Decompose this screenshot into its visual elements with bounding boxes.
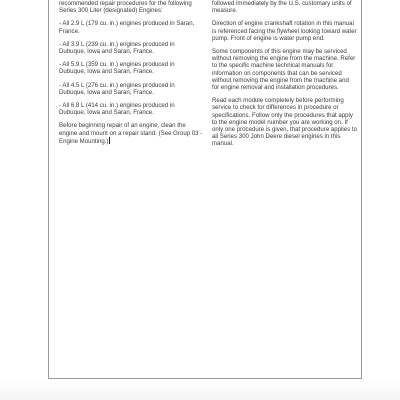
text-line-last	[59, 137, 189, 145]
text-line: information on components that can be serviced	[212, 69, 342, 77]
text-line: recommended repair procedures for the following	[59, 0, 192, 7]
text-line: without removing the engine from the machine and	[212, 76, 349, 84]
text-line: - All 2.9 L (179 cu. in.) engines produced in Saran,	[59, 20, 195, 28]
paragraph-engine-68	[59, 102, 189, 116]
text-line: engine and mount on a repair stand. (See Group 03 -	[59, 129, 203, 137]
text-line: for engine removal and installation procedures.	[212, 84, 339, 92]
text-line: - All 5.9 L (359 cu. in.) engines produced in	[59, 61, 175, 69]
paragraph-engine-59	[59, 61, 189, 75]
text-line: only one procedure is given, that procedure applies to	[212, 126, 357, 134]
text-cursor	[109, 137, 110, 144]
text-line: - All 4.5 L (276 cu. in.) engines produced in	[59, 81, 175, 89]
text-line: Some components of this engine may be serviced	[212, 48, 347, 56]
text-line: - All 6.8 L (414 cu. in.) engines produced in	[59, 102, 175, 110]
text-line: specifications. Follow only the procedures that apply	[212, 111, 353, 119]
text-line: without removing the engine from the machine. Refer	[212, 55, 356, 63]
text-line: is referenced facing the flywheel looking toward water	[212, 27, 357, 35]
paragraph-service	[212, 48, 354, 91]
text-line: - All 3.9 L (239 cu. in.) engines produced in	[59, 40, 175, 48]
paragraph-units	[212, 0, 354, 14]
paragraph-rotation	[212, 20, 357, 42]
right-column	[212, 0, 357, 154]
text-line: pump. Front of engine is water pump end.	[212, 34, 325, 42]
text-line: all Series 300 John Deere diesel engines in this	[212, 133, 341, 141]
text-line: Dubuque, Iowa and Saran, France.	[59, 88, 154, 96]
text-line: Dubuque, Iowa and Saran, France.	[59, 48, 154, 56]
paragraph-intro	[59, 0, 192, 15]
paragraph-before-repair	[59, 122, 203, 145]
text-line: manual.	[212, 140, 234, 148]
document-page	[48, 0, 362, 379]
text-line: to the engine model number you are working on. If	[212, 118, 348, 126]
text-line: Engine Mounting.)	[59, 137, 109, 145]
text-line: service to check for differences in procedure or	[212, 104, 339, 112]
text-line: Series 300 Liter (designated) Engines:	[59, 7, 163, 15]
left-column	[59, 0, 203, 151]
text-line: Direction of engine crankshaft rotation in this manual	[212, 20, 354, 28]
paragraph-engine-39	[59, 41, 189, 55]
text-line: Read each module completely before performing	[212, 97, 344, 105]
text-line: measure.	[212, 7, 238, 15]
text-line: France.	[59, 27, 80, 35]
text-line: Before beginning repair of an engine, clean the	[59, 122, 186, 130]
text-line: Dubuque, Iowa and Saran, France.	[59, 109, 154, 117]
paragraph-engine-29	[59, 20, 195, 35]
paragraph-read-module	[212, 97, 357, 148]
text-line: followed immediately by the U.S. customary units of	[212, 0, 352, 7]
text-line: Dubuque, Iowa and Saran, France.	[59, 68, 154, 76]
text-line: to the specific machine technical manuals for	[212, 62, 334, 70]
page-bottom-shade	[0, 380, 400, 400]
paragraph-engine-45	[59, 82, 189, 96]
